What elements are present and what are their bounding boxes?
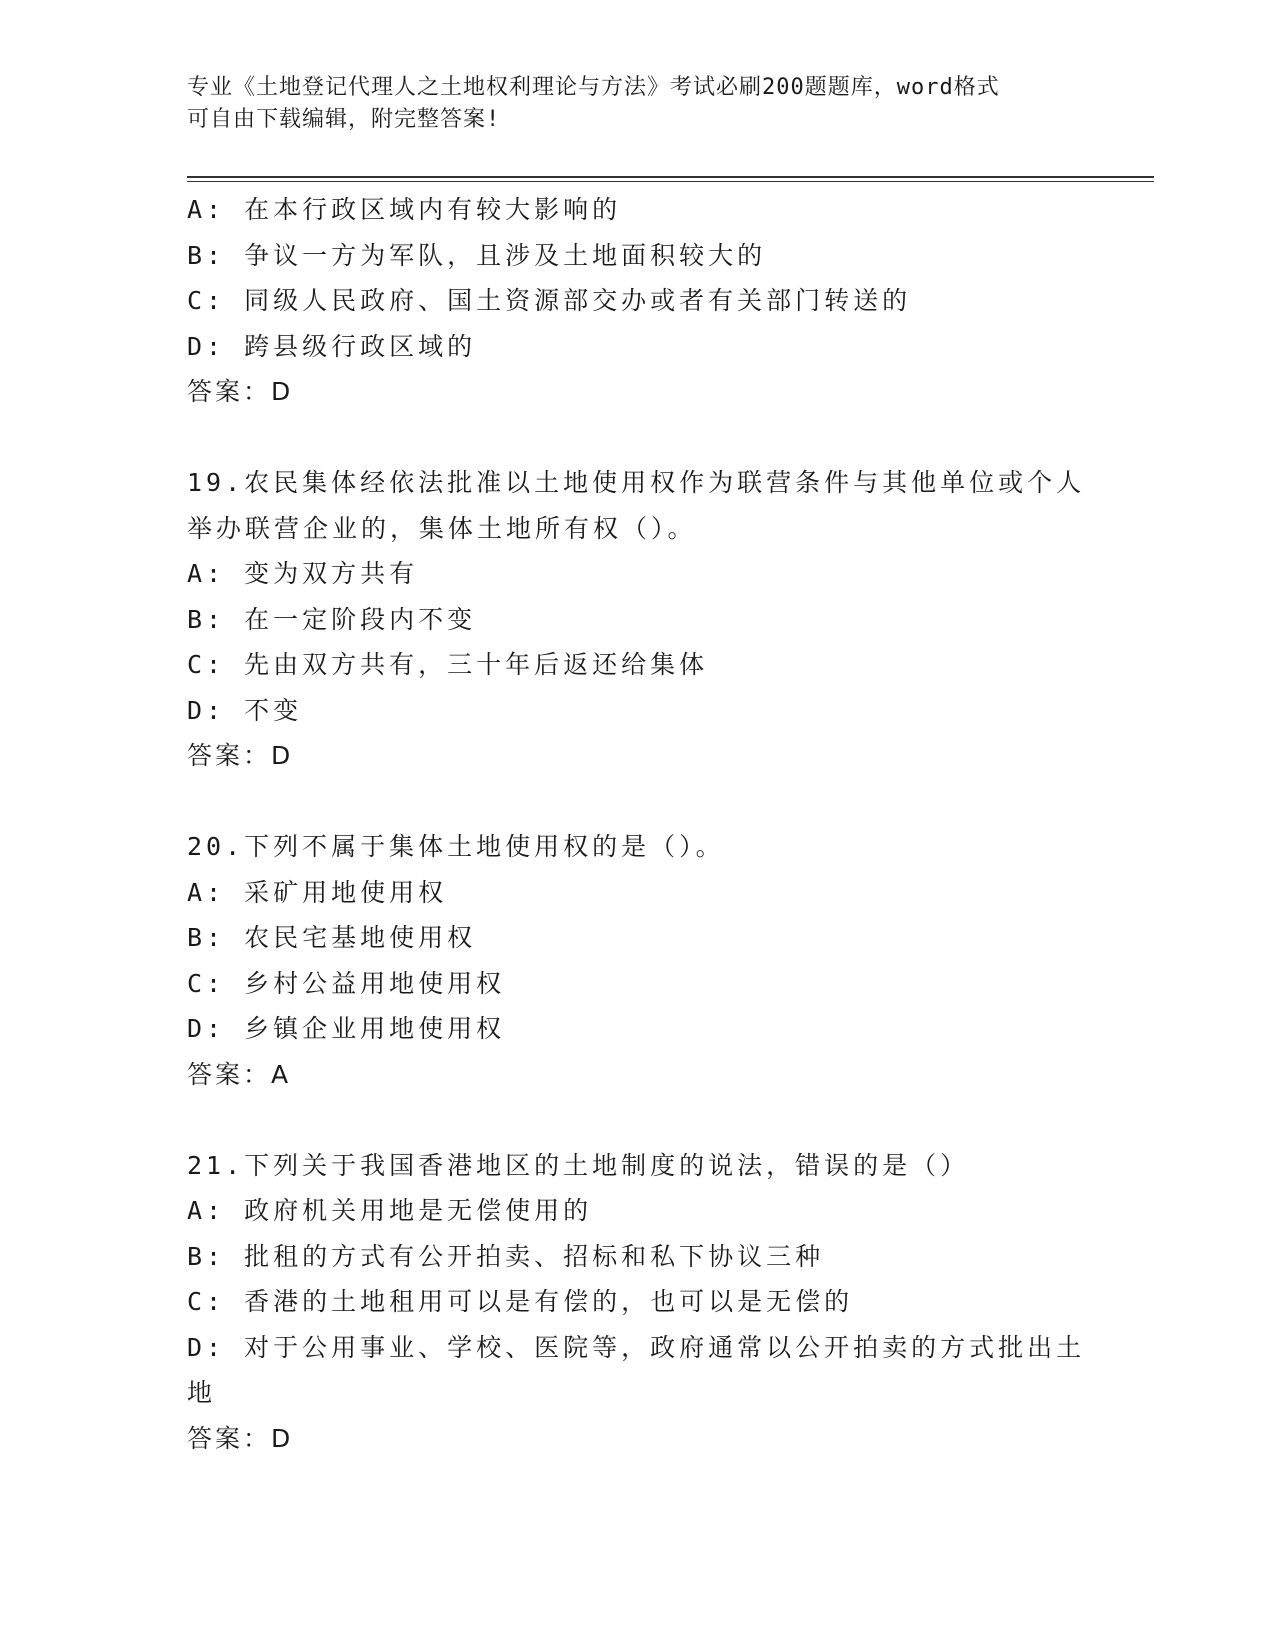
question-stem-line-1: 19.农民集体经依法批准以土地使用权作为联营条件与其他单位或个人 [187, 468, 1086, 497]
option-d: D: 乡镇企业用地使用权 [187, 1014, 506, 1043]
option-d: D: 对于公用事业、学校、医院等，政府通常以公开拍卖的方式批出土 [187, 1332, 1086, 1362]
header-rule-thin [187, 181, 1154, 182]
option-a: A: 采矿用地使用权 [187, 877, 448, 907]
question-stem-line-1: 21.下列关于我国香港地区的土地制度的说法，错误的是（） [187, 1150, 970, 1180]
option-b: B: 争议一方为军队，且涉及土地面积较大的 [187, 240, 767, 270]
spacer [187, 415, 1087, 461]
spacer [187, 1097, 1087, 1143]
option-d: D: 不变 [187, 695, 303, 725]
option-c: C: 先由双方共有，三十年后返还给集体 [187, 650, 709, 679]
question-19 [187, 460, 1087, 779]
header-line-1: 专业《土地登记代理人之土地权利理论与方法》考试必刷200题题库，word格式 [187, 75, 1000, 100]
question-20 [187, 824, 1087, 1097]
option-c: C: 同级人民政府、国土资源部交办或者有关部门转送的 [187, 286, 912, 315]
option-a: A: 变为双方共有 [187, 559, 419, 588]
answer: 答案：D [187, 377, 294, 406]
document-header [187, 72, 1087, 136]
header-line-2: 可自由下载编辑，附完整答案! [187, 107, 501, 132]
option-c: C: 乡村公益用地使用权 [187, 968, 506, 998]
question-18 [187, 187, 1087, 415]
option-b: B: 批租的方式有公开拍卖、招标和私下协议三种 [187, 1241, 825, 1271]
option-d: D: 跨县级行政区域的 [187, 331, 477, 361]
question-stem-line-2: 举办联营企业的，集体土地所有权（）。 [187, 513, 697, 543]
answer: 答案：A [187, 1059, 292, 1089]
header-rule-thick [187, 176, 1154, 178]
answer: 答案：D [187, 741, 294, 770]
option-d-continued: 地 [187, 1378, 217, 1407]
question-21 [187, 1143, 1087, 1462]
option-b: B: 在一定阶段内不变 [187, 604, 477, 634]
option-c: C: 香港的土地租用可以是有偿的，也可以是无偿的 [187, 1287, 854, 1316]
spacer [187, 779, 1087, 825]
question-list [187, 187, 1087, 1461]
option-a: A: 在本行政区域内有较大影响的 [187, 195, 622, 224]
question-stem-line-1: 20.下列不属于集体土地使用权的是（）。 [187, 832, 725, 861]
option-b: B: 农民宅基地使用权 [187, 923, 477, 952]
answer: 答案：D [187, 1423, 294, 1453]
option-a: A: 政府机关用地是无偿使用的 [187, 1196, 593, 1225]
